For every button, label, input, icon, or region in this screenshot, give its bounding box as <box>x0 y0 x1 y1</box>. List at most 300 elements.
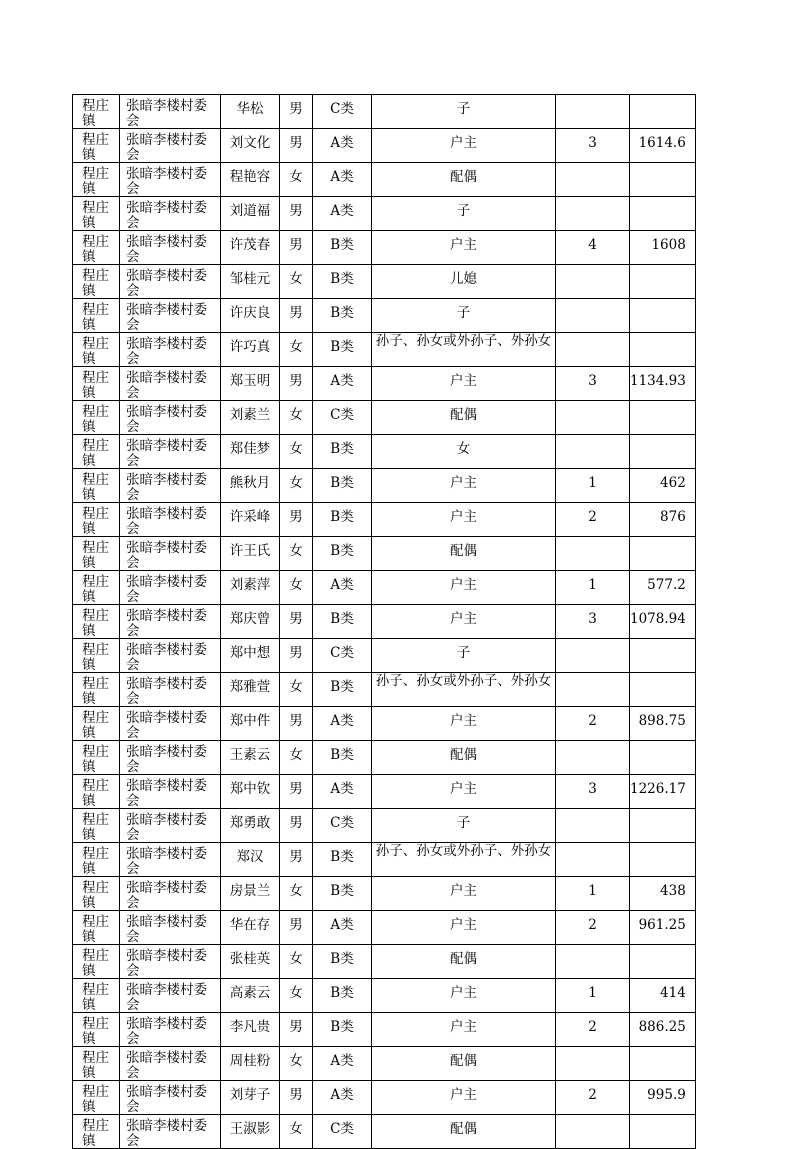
category-cell-text: B类 <box>330 543 354 559</box>
amount-cell <box>630 197 696 231</box>
name-cell-text: 华在存 <box>229 917 271 933</box>
category-cell-text: B类 <box>330 305 354 321</box>
amount-cell-text: 961.25 <box>638 917 686 933</box>
relation-cell <box>372 639 556 673</box>
table-row <box>73 979 696 1013</box>
category-cell <box>313 639 372 673</box>
relation-cell-text: 子 <box>456 305 471 321</box>
members-cell <box>556 435 630 469</box>
category-cell-text: B类 <box>330 475 354 491</box>
table-row <box>73 1081 696 1115</box>
name-cell-text: 刘芽子 <box>229 1087 271 1103</box>
name-cell-text: 郑玉明 <box>229 373 271 389</box>
village-cell <box>120 1081 221 1115</box>
amount-cell-text <box>630 163 695 192</box>
members-cell <box>556 367 630 401</box>
gender-cell <box>280 1047 313 1081</box>
town-cell-text: 程庄镇 <box>82 472 109 502</box>
amount-cell <box>630 1081 696 1115</box>
gender-cell <box>280 571 313 605</box>
table-row <box>73 299 696 333</box>
gender-cell <box>280 707 313 741</box>
gender-cell <box>280 605 313 639</box>
amount-cell-text <box>630 843 695 872</box>
members-cell-text <box>556 265 629 294</box>
name-cell-text: 华松 <box>236 101 264 117</box>
category-cell <box>313 707 372 741</box>
amount-cell-text: 1614.6 <box>638 135 686 151</box>
relation-cell <box>372 333 556 367</box>
relation-cell <box>372 945 556 979</box>
amount-cell <box>630 843 696 877</box>
gender-cell-text: 女 <box>289 475 303 491</box>
name-cell-text: 刘素兰 <box>229 407 271 423</box>
members-cell <box>556 163 630 197</box>
relation-cell <box>372 503 556 537</box>
village-cell <box>120 1047 221 1081</box>
category-cell <box>313 775 372 809</box>
members-cell-text: 2 <box>588 509 597 525</box>
members-cell <box>556 1047 630 1081</box>
village-cell <box>120 605 221 639</box>
amount-cell <box>630 571 696 605</box>
village-cell-text: 张暗李楼村委会 <box>126 574 207 604</box>
village-cell <box>120 299 221 333</box>
name-cell <box>221 809 280 843</box>
relation-cell-text: 户主 <box>450 883 477 899</box>
relation-cell <box>372 231 556 265</box>
amount-cell-text <box>630 1115 695 1144</box>
town-cell <box>73 401 120 435</box>
category-cell <box>313 1081 372 1115</box>
gender-cell-text: 女 <box>289 747 303 763</box>
amount-cell-text <box>630 435 695 464</box>
gender-cell <box>280 979 313 1013</box>
table-row <box>73 945 696 979</box>
category-cell <box>313 129 372 163</box>
name-cell <box>221 945 280 979</box>
relation-cell-text: 户主 <box>450 713 477 729</box>
town-cell <box>73 265 120 299</box>
gender-cell-text: 女 <box>289 441 303 457</box>
members-cell <box>556 231 630 265</box>
amount-cell <box>630 503 696 537</box>
category-cell-text: A类 <box>330 1053 354 1069</box>
relation-cell-text: 户主 <box>450 781 477 797</box>
gender-cell-text: 女 <box>289 577 303 593</box>
name-cell-text: 王素云 <box>229 747 271 763</box>
relation-cell <box>372 1047 556 1081</box>
village-cell-text: 张暗李楼村委会 <box>126 642 207 672</box>
gender-cell <box>280 333 313 367</box>
amount-cell-text: 414 <box>660 985 686 1001</box>
gender-cell-text: 男 <box>289 509 303 525</box>
village-cell-text: 张暗李楼村委会 <box>126 1050 207 1080</box>
members-cell <box>556 197 630 231</box>
amount-cell <box>630 435 696 469</box>
category-cell <box>313 299 372 333</box>
name-cell <box>221 639 280 673</box>
members-cell <box>556 95 630 129</box>
gender-cell <box>280 877 313 911</box>
category-cell <box>313 333 372 367</box>
table-row <box>73 333 696 367</box>
category-cell-text: B类 <box>330 951 354 967</box>
category-cell <box>313 469 372 503</box>
gender-cell <box>280 401 313 435</box>
category-cell <box>313 741 372 775</box>
name-cell-text: 熊秋月 <box>229 475 271 491</box>
village-cell-text: 张暗李楼村委会 <box>126 370 207 400</box>
name-cell <box>221 129 280 163</box>
members-cell <box>556 299 630 333</box>
table-row <box>73 877 696 911</box>
name-cell <box>221 775 280 809</box>
members-cell-text <box>556 401 629 430</box>
relation-cell-text: 子 <box>456 645 471 661</box>
table-row <box>73 197 696 231</box>
beneficiary-table <box>72 94 696 1149</box>
town-cell <box>73 605 120 639</box>
village-cell-text: 张暗李楼村委会 <box>126 1118 207 1148</box>
category-cell-text: B类 <box>330 849 354 865</box>
name-cell-text: 许采峰 <box>229 509 271 525</box>
name-cell-text: 刘文化 <box>229 135 271 151</box>
amount-cell <box>630 945 696 979</box>
name-cell <box>221 673 280 707</box>
village-cell <box>120 95 221 129</box>
members-cell-text <box>556 299 629 328</box>
gender-cell <box>280 911 313 945</box>
amount-cell-text <box>630 741 695 770</box>
gender-cell-text: 男 <box>289 101 303 117</box>
category-cell-text: B类 <box>330 441 354 457</box>
amount-cell-text: 577.2 <box>647 577 686 593</box>
members-cell-text <box>556 1115 629 1144</box>
town-cell-text: 程庄镇 <box>82 1016 109 1046</box>
amount-cell <box>630 1047 696 1081</box>
relation-cell-text: 子 <box>456 815 471 831</box>
category-cell-text: A类 <box>330 135 354 151</box>
village-cell <box>120 163 221 197</box>
members-cell-text <box>556 945 629 974</box>
name-cell <box>221 95 280 129</box>
relation-cell-text: 子 <box>456 203 471 219</box>
amount-cell <box>630 265 696 299</box>
amount-cell <box>630 1013 696 1047</box>
amount-cell-text: 438 <box>660 883 686 899</box>
town-cell-text: 程庄镇 <box>82 540 109 570</box>
relation-cell <box>372 979 556 1013</box>
name-cell-text: 许庆良 <box>229 305 271 321</box>
town-cell-text: 程庄镇 <box>82 812 109 842</box>
amount-cell-text: 462 <box>660 475 686 491</box>
members-cell-text: 1 <box>588 883 597 899</box>
town-cell <box>73 469 120 503</box>
relation-cell-text: 配偶 <box>450 407 477 423</box>
name-cell <box>221 911 280 945</box>
category-cell <box>313 979 372 1013</box>
relation-cell <box>372 265 556 299</box>
village-cell <box>120 435 221 469</box>
village-cell <box>120 673 221 707</box>
relation-cell-text: 户主 <box>450 577 477 593</box>
gender-cell <box>280 163 313 197</box>
amount-cell <box>630 809 696 843</box>
town-cell-text: 程庄镇 <box>82 676 109 706</box>
town-cell-text: 程庄镇 <box>82 846 109 876</box>
town-cell <box>73 673 120 707</box>
members-cell <box>556 605 630 639</box>
gender-cell <box>280 469 313 503</box>
gender-cell <box>280 843 313 877</box>
amount-cell <box>630 129 696 163</box>
amount-cell <box>630 639 696 673</box>
gender-cell-text: 男 <box>289 611 303 627</box>
town-cell <box>73 1047 120 1081</box>
village-cell <box>120 911 221 945</box>
name-cell-text: 郑中件 <box>229 713 271 729</box>
gender-cell-text: 女 <box>289 271 303 287</box>
gender-cell-text: 男 <box>289 237 303 253</box>
members-cell-text <box>556 435 629 464</box>
gender-cell <box>280 1081 313 1115</box>
members-cell-text: 3 <box>588 135 597 151</box>
village-cell-text: 张暗李楼村委会 <box>126 132 207 162</box>
gender-cell <box>280 741 313 775</box>
relation-cell-text: 户主 <box>450 985 477 1001</box>
gender-cell-text: 男 <box>289 849 303 865</box>
town-cell-text: 程庄镇 <box>82 370 109 400</box>
name-cell-text: 郑佳梦 <box>229 441 271 457</box>
category-cell <box>313 265 372 299</box>
village-cell-text: 张暗李楼村委会 <box>126 506 207 536</box>
name-cell-text: 许巧真 <box>229 339 271 355</box>
members-cell <box>556 639 630 673</box>
members-cell <box>556 979 630 1013</box>
name-cell-text: 李凡贵 <box>229 1019 271 1035</box>
name-cell-text: 郑中想 <box>229 645 271 661</box>
town-cell <box>73 1081 120 1115</box>
members-cell-text <box>556 741 629 770</box>
category-cell <box>313 1047 372 1081</box>
village-cell <box>120 265 221 299</box>
category-cell-text: A类 <box>330 917 354 933</box>
gender-cell-text: 男 <box>289 305 303 321</box>
gender-cell-text: 男 <box>289 1019 303 1035</box>
table-row <box>73 129 696 163</box>
category-cell-text: A类 <box>330 713 354 729</box>
town-cell-text: 程庄镇 <box>82 268 109 298</box>
category-cell <box>313 877 372 911</box>
relation-cell <box>372 299 556 333</box>
members-cell <box>556 1115 630 1149</box>
gender-cell-text: 女 <box>289 679 303 695</box>
town-cell <box>73 435 120 469</box>
village-cell <box>120 639 221 673</box>
name-cell <box>221 333 280 367</box>
amount-cell <box>630 469 696 503</box>
name-cell <box>221 571 280 605</box>
name-cell <box>221 707 280 741</box>
village-cell-text: 张暗李楼村委会 <box>126 1016 207 1046</box>
village-cell-text: 张暗李楼村委会 <box>126 1084 207 1114</box>
name-cell <box>221 1115 280 1149</box>
category-cell <box>313 673 372 707</box>
village-cell <box>120 775 221 809</box>
village-cell-text: 张暗李楼村委会 <box>126 948 207 978</box>
village-cell-text: 张暗李楼村委会 <box>126 914 207 944</box>
village-cell <box>120 503 221 537</box>
name-cell <box>221 401 280 435</box>
relation-cell <box>372 367 556 401</box>
town-cell-text: 程庄镇 <box>82 710 109 740</box>
category-cell-text: B类 <box>330 611 354 627</box>
amount-cell-text: 995.9 <box>647 1087 686 1103</box>
town-cell-text: 程庄镇 <box>82 302 109 332</box>
category-cell <box>313 367 372 401</box>
village-cell-text: 张暗李楼村委会 <box>126 812 207 842</box>
members-cell-text <box>556 537 629 566</box>
name-cell <box>221 877 280 911</box>
category-cell <box>313 605 372 639</box>
relation-cell <box>372 197 556 231</box>
category-cell-text: B类 <box>330 509 354 525</box>
relation-cell <box>372 1115 556 1149</box>
amount-cell-text <box>630 401 695 430</box>
gender-cell <box>280 197 313 231</box>
relation-cell <box>372 401 556 435</box>
village-cell <box>120 1115 221 1149</box>
amount-cell <box>630 401 696 435</box>
amount-cell <box>630 163 696 197</box>
members-cell-text <box>556 809 629 838</box>
gender-cell-text: 女 <box>289 407 303 423</box>
relation-cell <box>372 877 556 911</box>
relation-cell-text: 户主 <box>450 917 477 933</box>
members-cell <box>556 707 630 741</box>
gender-cell <box>280 945 313 979</box>
village-cell-text: 张暗李楼村委会 <box>126 676 207 706</box>
table-row <box>73 571 696 605</box>
amount-cell <box>630 367 696 401</box>
category-cell-text: B类 <box>330 985 354 1001</box>
members-cell-text: 3 <box>588 611 597 627</box>
town-cell <box>73 1115 120 1149</box>
gender-cell-text: 男 <box>289 1087 303 1103</box>
members-cell-text: 1 <box>588 475 597 491</box>
amount-cell-text <box>630 537 695 566</box>
amount-cell <box>630 877 696 911</box>
town-cell <box>73 231 120 265</box>
gender-cell <box>280 503 313 537</box>
village-cell-text: 张暗李楼村委会 <box>126 710 207 740</box>
category-cell-text: C类 <box>330 407 354 423</box>
town-cell <box>73 945 120 979</box>
table-row <box>73 775 696 809</box>
relation-cell-text: 配偶 <box>450 1053 477 1069</box>
village-cell-text: 张暗李楼村委会 <box>126 472 207 502</box>
members-cell-text <box>556 673 629 702</box>
village-cell-text: 张暗李楼村委会 <box>126 336 207 366</box>
relation-cell-text: 户主 <box>450 475 477 491</box>
members-cell-text: 3 <box>588 373 597 389</box>
gender-cell <box>280 775 313 809</box>
gender-cell <box>280 367 313 401</box>
category-cell-text: C类 <box>330 645 354 661</box>
relation-cell-text: 孙子、孙女或外孙子、外孙女 <box>375 333 552 349</box>
town-cell <box>73 707 120 741</box>
amount-cell-text: 1226.17 <box>630 781 686 797</box>
gender-cell <box>280 435 313 469</box>
amount-cell <box>630 707 696 741</box>
gender-cell <box>280 265 313 299</box>
relation-cell <box>372 1013 556 1047</box>
gender-cell-text: 女 <box>289 951 303 967</box>
name-cell <box>221 299 280 333</box>
name-cell <box>221 843 280 877</box>
relation-cell-text: 配偶 <box>450 543 477 559</box>
table-body <box>73 95 696 1149</box>
category-cell-text: A类 <box>330 1087 354 1103</box>
name-cell <box>221 435 280 469</box>
table-row <box>73 435 696 469</box>
table-row <box>73 503 696 537</box>
town-cell <box>73 197 120 231</box>
relation-cell <box>372 775 556 809</box>
amount-cell-text: 1134.93 <box>630 373 686 389</box>
town-cell-text: 程庄镇 <box>82 1050 109 1080</box>
relation-cell <box>372 673 556 707</box>
members-cell <box>556 741 630 775</box>
name-cell-text: 郑汉 <box>236 849 264 865</box>
members-cell <box>556 129 630 163</box>
name-cell <box>221 741 280 775</box>
category-cell-text: A类 <box>330 577 354 593</box>
gender-cell-text: 男 <box>289 815 303 831</box>
gender-cell-text: 女 <box>289 883 303 899</box>
name-cell-text: 郑勇敢 <box>229 815 271 831</box>
town-cell <box>73 911 120 945</box>
gender-cell-text: 男 <box>289 917 303 933</box>
name-cell <box>221 265 280 299</box>
town-cell <box>73 877 120 911</box>
amount-cell <box>630 231 696 265</box>
village-cell-text: 张暗李楼村委会 <box>126 200 207 230</box>
name-cell-text: 邹桂元 <box>229 271 271 287</box>
name-cell <box>221 605 280 639</box>
name-cell-text: 房景兰 <box>229 883 271 899</box>
relation-cell <box>372 911 556 945</box>
town-cell <box>73 95 120 129</box>
name-cell-text: 许王氏 <box>229 543 271 559</box>
town-cell-text: 程庄镇 <box>82 234 109 264</box>
amount-cell-text: 876 <box>660 509 686 525</box>
relation-cell <box>372 469 556 503</box>
village-cell <box>120 469 221 503</box>
category-cell-text: C类 <box>330 101 354 117</box>
relation-cell <box>372 809 556 843</box>
village-cell <box>120 537 221 571</box>
members-cell-text: 3 <box>588 781 597 797</box>
relation-cell-text: 配偶 <box>450 169 477 185</box>
village-cell <box>120 707 221 741</box>
town-cell-text: 程庄镇 <box>82 744 109 774</box>
amount-cell <box>630 911 696 945</box>
amount-cell-text: 886.25 <box>638 1019 686 1035</box>
town-cell-text: 程庄镇 <box>82 1084 109 1114</box>
town-cell-text: 程庄镇 <box>82 982 109 1012</box>
